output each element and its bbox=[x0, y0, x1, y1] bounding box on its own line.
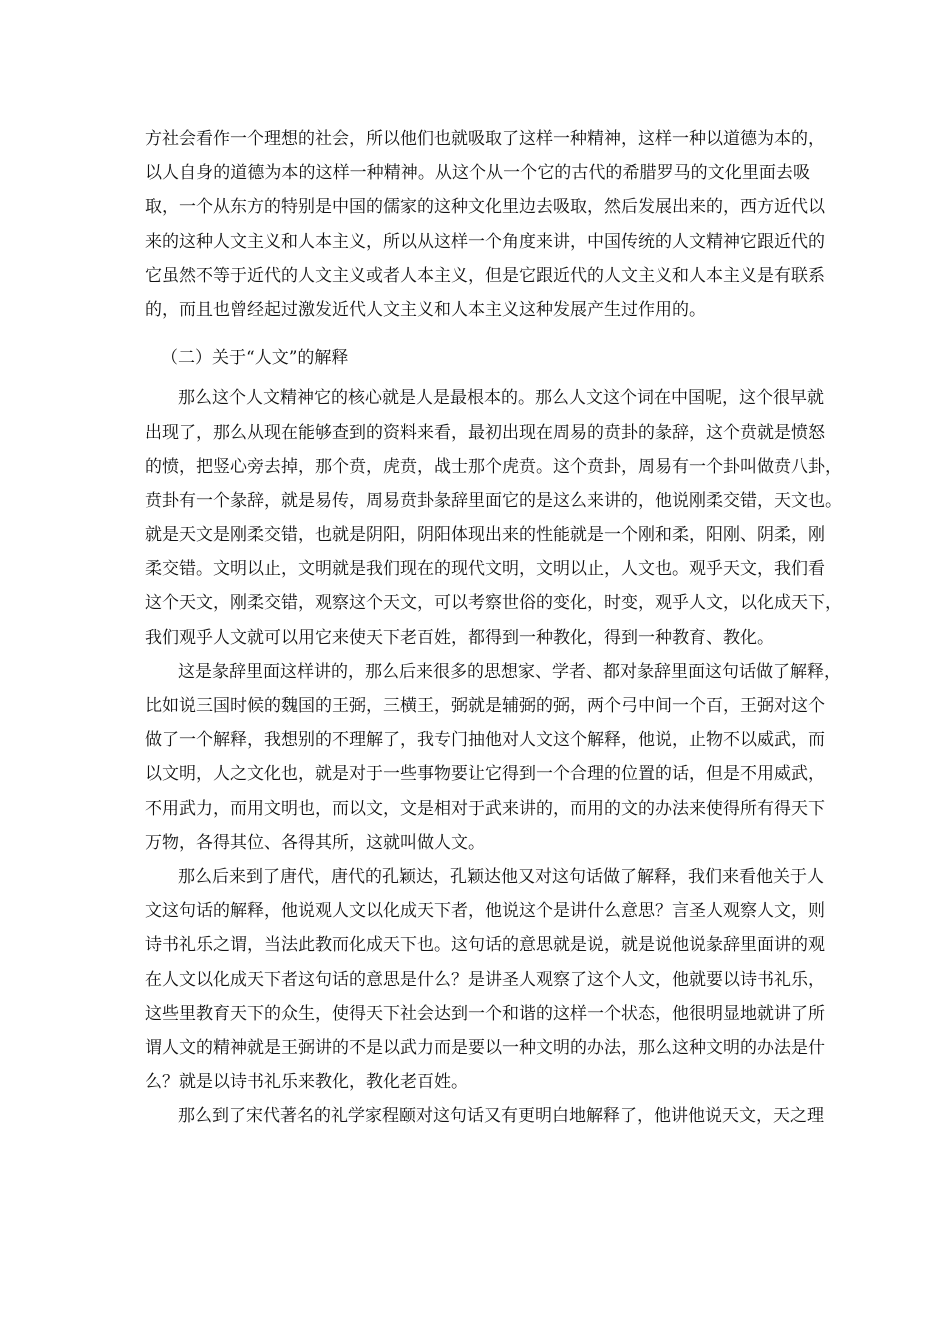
paragraph-3 bbox=[145, 655, 841, 860]
text-line: 那么到了宋代著名的礼学家程颐对这句话又有更明白地解释了，他讲他说天文，天之理 bbox=[178, 1106, 824, 1127]
text-line: 诗书礼乐之谓，当法此教而化成天下也。这句话的意思就是说，就是说他说彖辞里面讲的观 bbox=[145, 935, 825, 956]
text-line: 谓人文的精神就是王弼讲的不是以武力而是要以一种文明的办法，那么这种文明的办法是什 bbox=[145, 1037, 825, 1058]
text-line: 取，一个从东方的特别是中国的儒家的这种文化里边去吸取，然后发展出来的，西方近代以 bbox=[145, 197, 825, 218]
paragraph-5 bbox=[145, 1099, 824, 1133]
text-line: 以人自身的道德为本的这样一种精神。从这个从一个它的古代的希腊罗马的文化里面去吸 bbox=[145, 163, 810, 184]
text-line: 这是彖辞里面这样讲的，那么后来很多的思想家、学者、都对彖辞里面这句话做了解释， bbox=[178, 661, 841, 682]
text-line: 的愤，把竖心旁去掉，那个贲，虎贲，战士那个虎贲。这个贲卦，周易有一个卦叫做贲八卦， bbox=[145, 456, 842, 477]
text-line: 这些里教育天下的众生，使得天下社会达到一个和谐的这样一个状态，他很明显地就讲了所 bbox=[145, 1003, 825, 1024]
paragraph-1 bbox=[145, 122, 825, 327]
document-page bbox=[145, 122, 842, 1133]
text-line: 文这句话的解释，他说观人文以化成天下者，他说这个是讲什么意思？言圣人观察人文，则 bbox=[145, 901, 825, 922]
text-line: 做了一个解释，我想别的不理解了，我专门抽他对人文这个解释，他说，止物不以威武，而 bbox=[145, 730, 825, 751]
text-line: 出现了，那么从现在能够查到的资料来看，最初出现在周易的贲卦的彖辞，这个贲就是愤怒 bbox=[145, 422, 825, 443]
text-line: 的，而且也曾经起过激发近代人文主义和人本主义这种发展产生过作用的。 bbox=[145, 299, 706, 320]
text-line: 来的这种人文主义和人本主义，所以从这样一个角度来讲，中国传统的人文精神它跟近代的 bbox=[145, 231, 825, 252]
text-line: 万物，各得其位、各得其所，这就叫做人文。 bbox=[145, 832, 485, 853]
text-line: 以文明，人之文化也，就是对于一些事物要让它得到一个合理的位置的话，但是不用威武， bbox=[145, 764, 825, 785]
text-line: 在人文以化成天下者这句话的意思是什么？是讲圣人观察了这个人文，他就要以诗书礼乐， bbox=[145, 969, 825, 990]
text-line: 方社会看作一个理想的社会，所以他们也就吸取了这样一种精神，这样一种以道德为本的， bbox=[145, 129, 825, 149]
text-line: 这个天文，刚柔交错，观察这个天文，可以考察世俗的变化，时变，观乎人文，以化成天下， bbox=[145, 593, 842, 614]
paragraph-2 bbox=[145, 381, 842, 655]
text-line: 那么后来到了唐代，唐代的孔颖达，孔颖达他又对这句话做了解释，我们来看他关于人 bbox=[178, 866, 824, 887]
text-line: 我们观乎人文就可以用它来使天下老百姓，都得到一种教化，得到一种教育、教化。 bbox=[145, 627, 774, 648]
text-line: 柔交错。文明以止，文明就是我们现在的现代文明，文明以止，人文也。观乎天文，我们看 bbox=[145, 559, 825, 580]
text-line: 它虽然不等于近代的人文主义或者人本主义，但是它跟近代的人文主义和人本主义是有联系 bbox=[145, 265, 825, 286]
section-heading: （二）关于“人文”的解释 bbox=[161, 348, 349, 369]
text-line: 不用武力，而用文明也，而以文，文是相对于武来讲的，而用的文的办法来使得所有得天下 bbox=[145, 798, 825, 819]
text-line: 就是天文是刚柔交错，也就是阴阳，阴阳体现出来的性能就是一个刚和柔，阳刚、阴柔，刚 bbox=[145, 525, 825, 546]
text-line: 比如说三国时候的魏国的王弼，三横王，弼就是辅弼的弼，两个弓中间一个百，王弼对这个 bbox=[145, 696, 825, 716]
text-line: 贲卦有一个彖辞，就是易传，周易贲卦彖辞里面它的是这么来讲的，他说刚柔交错，天文也。 bbox=[145, 490, 842, 511]
text-line: 么？就是以诗书礼乐来教化，教化老百姓。 bbox=[145, 1072, 468, 1093]
text-line: 那么这个人文精神它的核心就是人是最根本的。那么人文这个词在中国呢，这个很早就 bbox=[178, 388, 824, 409]
paragraph-4 bbox=[145, 860, 825, 1099]
